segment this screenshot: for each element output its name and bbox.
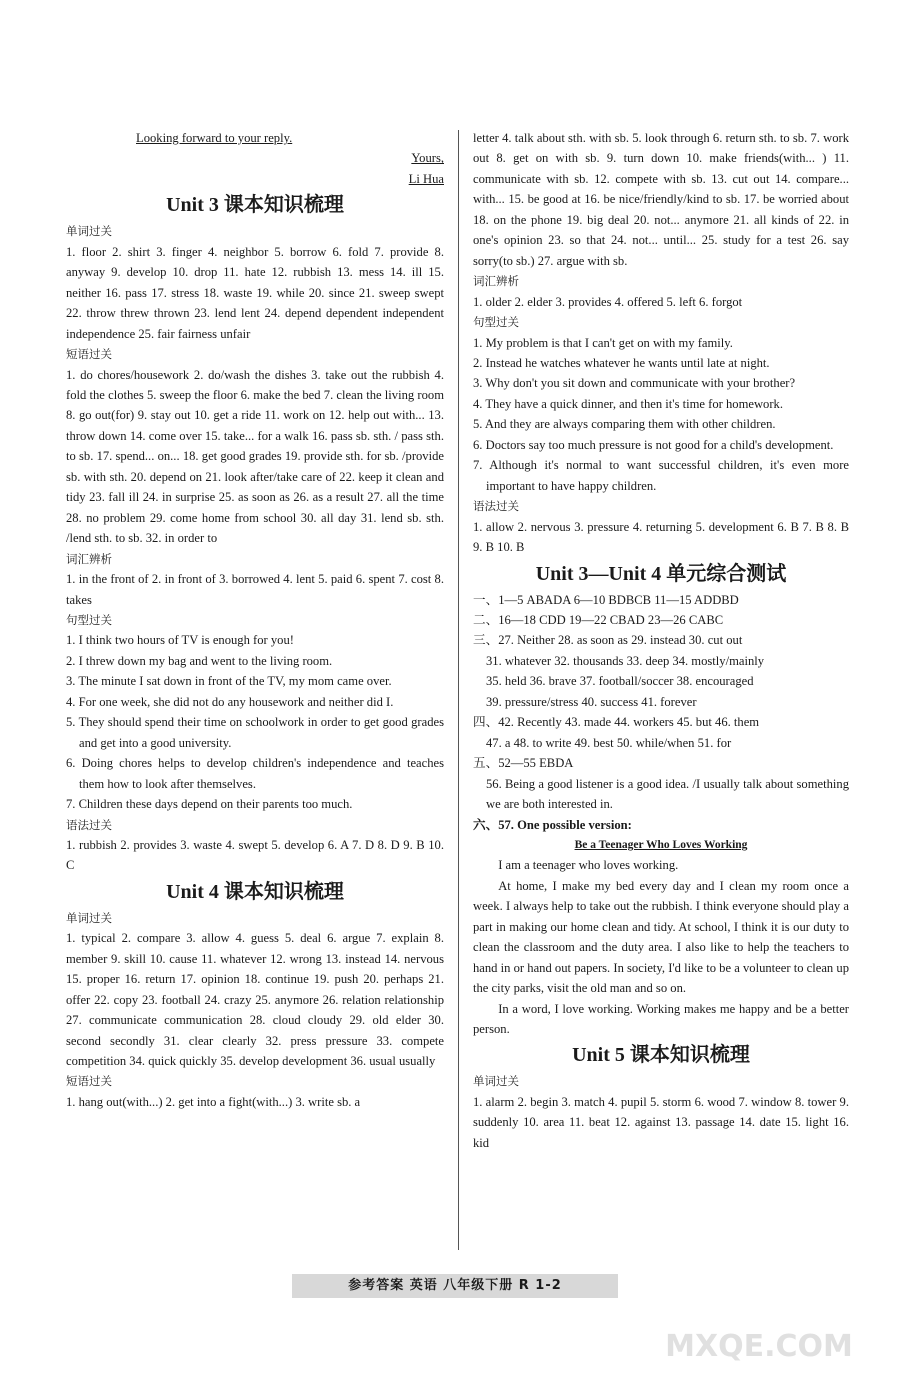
watermark-text: MXQE.COM [665, 1329, 853, 1364]
section-heading: 单词过关 [66, 910, 112, 925]
u3-vocab-answers: 1. floor 2. shirt 3. finger 4. neighbor 5. borrow 6. fold 7. provide 8. anyway 9. develop 10. drop 11. hate 12. rubbish 13. mess 14. ill 15. neither 16. pass 17. stress 18. waste 19. while 20. since 21. sweep swept 22. throw threw thrown 23. lend lent 24. depend dependent independent independence 25. fair fairness unfair [66, 244, 444, 341]
right-column [473, 128, 849, 1153]
u4-vocab-answers: 1. typical 2. compare 3. allow 4. guess 5. deal 6. argue 7. explain 8. member 9. skill 10. cause 11. whatever 12. wrong 13. instead 14. nervous 15. proper 16. return 17. opinion 18. continue 19. push 20. perhaps 21. offer 22. copy 23. football 24. crazy 25. anymore 26. relation relationship 27. communicate communication 28. cloud cloudy 29. old elder 30. second secondly 31. clear clearly 32. press pressure 33. compete competition 34. quick quickly 35. develop development 36. usual usually [66, 931, 444, 1069]
sentence-item: 1. I think two hours of TV is enough for you! [66, 633, 294, 648]
letter-closing: Looking forward to your reply. [136, 131, 293, 145]
section-heading: 词汇辨析 [66, 551, 112, 566]
sentence-item: 4. They have a quick dinner, and then it's time for homework. [473, 396, 783, 411]
watermark-logo [664, 1298, 854, 1368]
section-heading: 语法过关 [473, 499, 519, 514]
sentence-item: 6. Doing chores helps to develop children's independence and teaches them how to look after themselves. [66, 756, 444, 791]
section-heading: 单词过关 [473, 1074, 519, 1089]
u4-phrase-answers-start: 1. hang out(with...) 2. get into a fight(with...) 3. write sb. a [66, 1094, 361, 1109]
sentence-item: 7. Children these days depend on their parents too much. [66, 797, 353, 812]
sentence-item: 7. Although it's normal to want successful children, it's even more important to have happy children. [473, 458, 849, 493]
test-answer-line: 47. a 48. to write 49. best 50. while/when 51. for [486, 735, 732, 750]
unit3-title: Unit 3 课本知识梳理 [166, 194, 344, 217]
section-heading: 短语过关 [66, 1074, 112, 1089]
unit5-title: Unit 5 课本知识梳理 [572, 1044, 750, 1067]
test-answer-line: 四、42. Recently 43. made 44. workers 45. but 46. them [473, 715, 760, 730]
u4-phrase-answers-cont: letter 4. talk about sth. with sb. 5. look through 6. return sth. to sb. 7. work out 8. get on with sb. 9. turn down 10. make friends(with... ) 11. communicate with sb. 12. compete with sb. 13. cut out 14. compare... with... 15. be good at 16. be nice/friendly/kind to sb. 17. be worried about 18. on the phone 19. big deal 20. not... anymore 21. all kinds of 22. in one's opinion 23. so that 24. not... until... 25. study for a test 26. say sorry(to sb.) 27. argue with sb. [473, 131, 849, 268]
u3-grammar-answers: 1. rubbish 2. provides 3. waste 4. swept 5. develop 6. A 7. D 8. D 9. B 10. C [66, 837, 444, 873]
test-answer-line: 31. whatever 32. thousands 33. deep 34. mostly/mainly [486, 653, 765, 668]
section-heading: 词汇辨析 [473, 274, 519, 289]
u5-vocab-answers: 1. alarm 2. begin 3. match 4. pupil 5. storm 6. wood 7. window 8. tower 9. suddenly 10. area 11. beat 12. against 13. passage 14. date 15. light 16. kid [473, 1094, 849, 1150]
essay-title: Be a Teenager Who Loves Working [574, 838, 748, 851]
u4-word-answers: 1. older 2. elder 3. provides 4. offered 5. left 6. forgot [473, 294, 743, 309]
sentence-item: 2. Instead he watches whatever he wants until late at night. [473, 355, 770, 370]
sentence-item: 4. For one week, she did not do any housework and neither did I. [66, 694, 394, 709]
column-divider [458, 130, 459, 1250]
essay-paragraph: In a word, I love working. Working makes me happy and be a better person. [473, 1001, 849, 1037]
section-heading: 单词过关 [66, 224, 112, 239]
test-answer-line: 三、27. Neither 28. as soon as 29. instead 30. cut out [473, 633, 743, 648]
test-answer-line: 35. held 36. brave 37. football/soccer 38. encouraged [486, 674, 754, 689]
u3-phrase-answers: 1. do chores/housework 2. do/wash the dishes 3. take out the rubbish 4. fold the clothes 5. sweep the floor 6. make the bed 7. clean the living room 8. go out(for) 9. stay out 10. get a ride 11. work on 12. help out with... 13. throw down 14. come over 15. take... for a walk 16. pass sb. sth. / pass sth. to sb. 17. spend... on... 18. get good grades 19. provide sth. for sb. /provide sb. with sth. 20. depend on 21. look after/take care of 22. keep it clean and tidy 23. fall ill 24. in surprise 25. as soon as 26. as a result 27. all the time 28. no problem 29. come home from school 30. all day 31. lend sb. sth. /lend sth. to sb. 32. in order to [66, 367, 444, 546]
test-answer-line: 一、1—5 ABADA 6—10 BDBCB 11—15 ADDBD [473, 592, 739, 607]
section-heading: 句型过关 [66, 612, 112, 627]
essay-paragraph: At home, I make my bed every day and I clean my room once a week. I always help to take out the rubbish. I think everyone should play a part in making our home clean and tidy. At school, I think it is our duty to clean the classroom and the duty area. I also like to help the teachers to hand in or hand out papers. In society, I'd like to be a volunteer to clean up the city parks, visit the old man and so on. [473, 878, 849, 996]
letter-yours: Yours, [411, 151, 444, 166]
sentence-item: 3. Why don't you sit down and communicate with your brother? [473, 376, 796, 391]
u3-word-answers: 1. in the front of 2. in front of 3. borrowed 4. lent 5. paid 6. spent 7. cost 8. takes [66, 572, 444, 607]
unit-test-title: Unit 3—Unit 4 单元综合测试 [535, 562, 787, 585]
section-heading: 句型过关 [473, 315, 519, 330]
test-answer-line: 二、16—18 CDD 19—22 CBAD 23—26 CABC [473, 612, 724, 627]
sentence-item: 5. And they are always comparing them with other children. [473, 417, 776, 432]
sentence-item: 2. I threw down my bag and went to the living room. [66, 653, 333, 668]
sentence-item: 3. The minute I sat down in front of the TV, my mom came over. [66, 674, 392, 689]
page-footer: 参考答案 英语 八年级下册 R 1-2 [292, 1274, 618, 1298]
u4-grammar-answers: 1. allow 2. nervous 3. pressure 4. returning 5. development 6. B 7. B 8. B 9. B 10. B [473, 519, 849, 555]
sentence-item: 5. They should spend their time on schoolwork in order to get good grades and get into a good university. [66, 715, 444, 750]
sentence-item: 1. My problem is that I can't get on with my family. [473, 335, 733, 350]
left-column [66, 128, 444, 1112]
test-answer-line: 五、52—55 EBDA [473, 756, 574, 771]
test-answer-line: 56. Being a good listener is a good idea. /I usually talk about something we are both interested in. [486, 776, 849, 812]
sentence-item: 6. Doctors say too much pressure is not good for a child's development. [473, 437, 834, 452]
section-heading: 语法过关 [66, 817, 112, 832]
essay-paragraph: I am a teenager who loves working. [498, 858, 679, 873]
test-answer-line: 39. pressure/stress 40. success 41. forever [486, 694, 697, 709]
unit4-title: Unit 4 课本知识梳理 [166, 880, 344, 903]
letter-signer: Li Hua [408, 171, 444, 186]
writing-label: 六、57. One possible version: [473, 817, 632, 832]
section-heading: 短语过关 [66, 347, 112, 362]
